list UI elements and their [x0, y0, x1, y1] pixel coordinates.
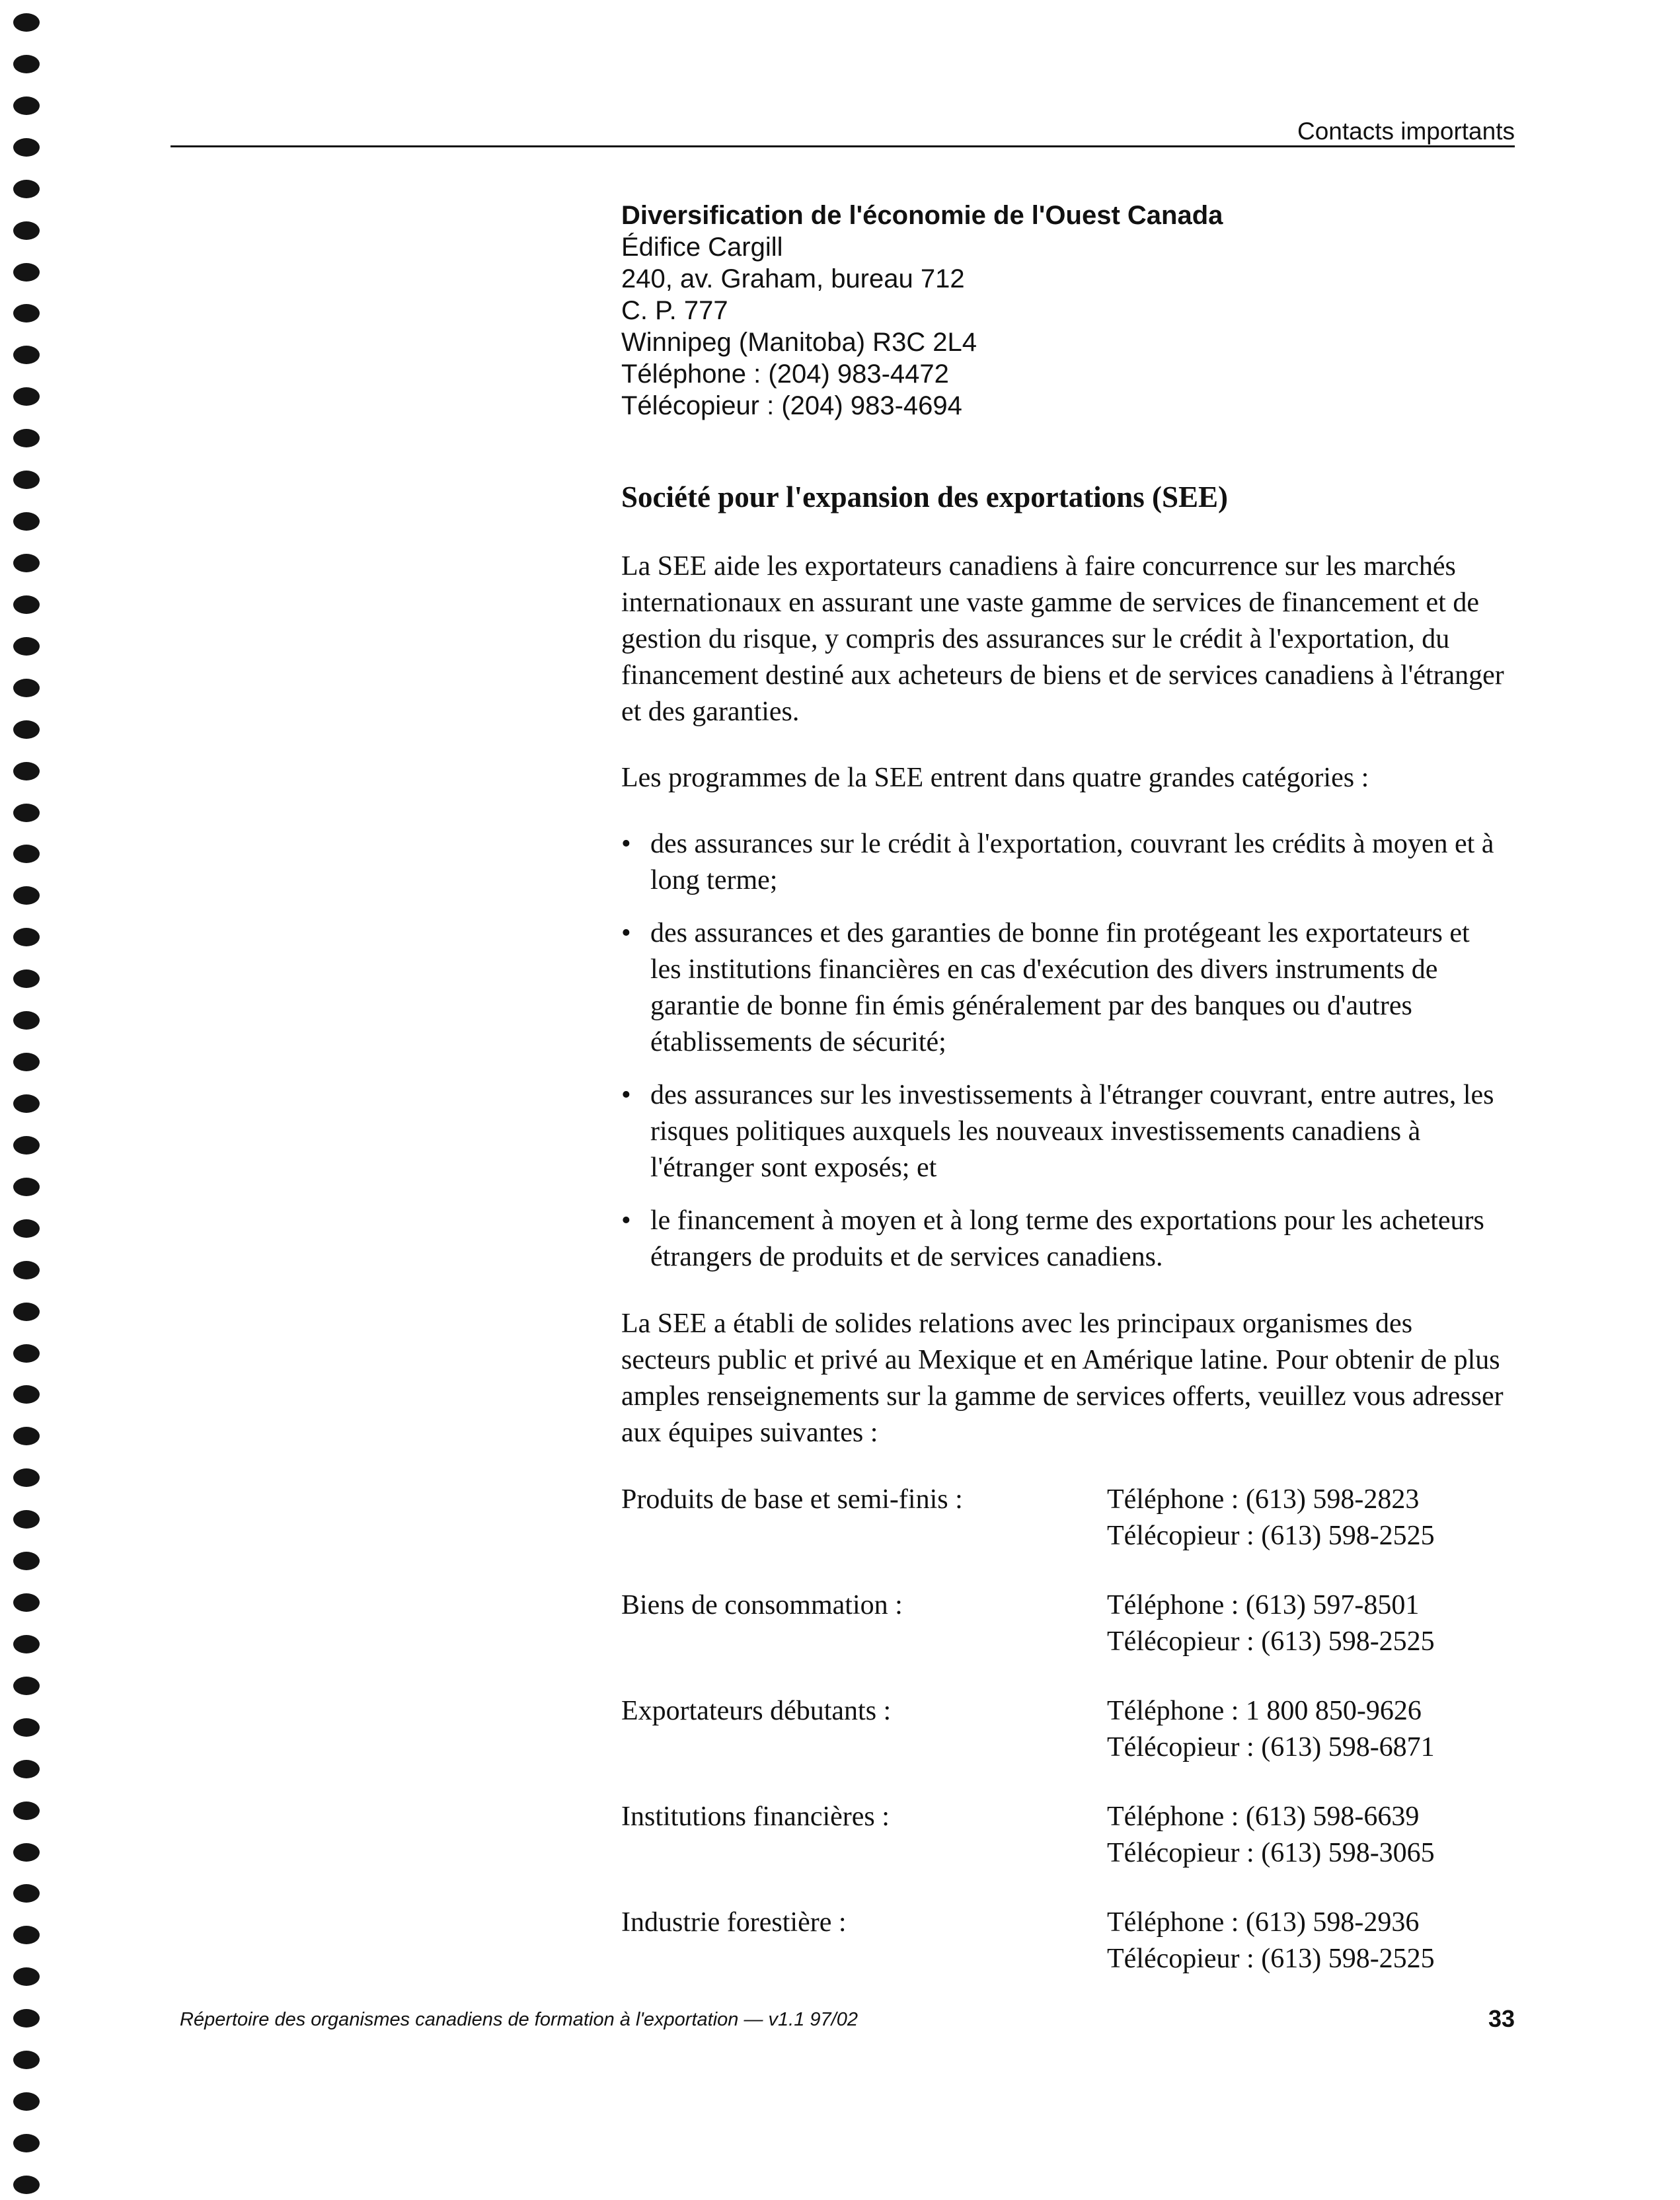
contact-phone: Téléphone : (613) 598-2823 — [1107, 1484, 1420, 1515]
binding-hole — [13, 554, 40, 572]
organization-name: Diversification de l'économie de l'Ouest Canada — [621, 201, 1223, 230]
address-line: Édifice Cargill — [621, 233, 783, 262]
binding-hole — [13, 512, 40, 531]
binding-hole — [13, 263, 40, 282]
contact-row — [621, 1799, 1507, 1905]
binding-hole — [13, 679, 40, 697]
categories-intro: Les programmes de la SEE entrent dans quatre grandes catégories : — [621, 763, 1369, 793]
binding-hole — [13, 1677, 40, 1695]
binding-hole — [13, 1718, 40, 1737]
section-heading: Société pour l'expansion des exportations (SEE) — [621, 480, 1228, 513]
contact-fax: Télécopieur : (613) 598-2525 — [1107, 1626, 1435, 1657]
binding-hole — [13, 1303, 40, 1321]
binding-hole — [13, 637, 40, 656]
binding-hole — [13, 2176, 40, 2194]
binding-hole — [13, 1593, 40, 1612]
binding-hole — [13, 1926, 40, 1944]
contact-label: Institutions financières : — [621, 1802, 890, 1832]
binding-hole — [13, 1094, 40, 1113]
address-line: 240, av. Graham, bureau 712 — [621, 264, 965, 293]
binding-hole — [13, 138, 40, 157]
contacts-table — [621, 1482, 1507, 2010]
binding-hole — [13, 221, 40, 240]
binding-hole — [13, 928, 40, 946]
binding-hole — [13, 1385, 40, 1404]
address-line: C. P. 777 — [621, 296, 728, 325]
contact-numbers — [1107, 1693, 1435, 1799]
binding-hole — [13, 1967, 40, 1986]
binding-hole — [13, 13, 40, 32]
contact-row — [621, 1587, 1507, 1693]
contact-label: Industrie forestière : — [621, 1907, 847, 1938]
contact-phone: Téléphone : (613) 597-8501 — [1107, 1590, 1420, 1620]
binding-hole — [13, 96, 40, 115]
contact-label: Produits de base et semi-finis : — [621, 1484, 963, 1515]
running-header: Contacts importants — [1297, 118, 1515, 145]
binding-hole — [13, 304, 40, 322]
contact-phone: Téléphone : 1 800 850-9626 — [1107, 1696, 1422, 1726]
contact-fax: Télécopieur : (613) 598-6871 — [1107, 1732, 1435, 1763]
address-line: Winnipeg (Manitoba) R3C 2L4 — [621, 328, 977, 357]
binding-hole — [13, 804, 40, 822]
binding-hole — [13, 2134, 40, 2152]
page-number: 33 — [1488, 2005, 1515, 2032]
binding-hole — [13, 1178, 40, 1196]
contact-numbers — [1107, 1587, 1435, 1693]
binding-hole — [13, 762, 40, 780]
binding-hole — [13, 1552, 40, 1570]
list-item: • des assurances et des garanties de bonne fin protégeant les exportateurs et les institutions financières en cas d'exécution des divers instruments de garantie de bonne fin émis généralement par des banques ou d'autres établissements de sécurité; — [621, 915, 1507, 1061]
binding-hole — [13, 969, 40, 988]
intro-paragraph: La SEE aide les exportateurs canadiens à faire concurrence sur les marchés internationaux en assurant une vaste gamme de services de financement et de gestion du risque, y compris des assurances sur le crédit à l'exportation, du financement destiné aux acheteurs de biens et de services canadiens à l'étranger et des garanties. — [621, 551, 1504, 727]
address-fax: Télécopieur : (204) 983-4694 — [621, 391, 962, 420]
binding-hole — [13, 471, 40, 489]
contact-numbers — [1107, 1905, 1435, 2010]
binding-hole — [13, 1884, 40, 1903]
list-item: • le financement à moyen et à long terme des exportations pour les acheteurs étrangers de produits et de services canadiens. — [621, 1203, 1507, 1275]
list-item: • des assurances sur les investissements à l'étranger couvrant, entre autres, les risques politiques auxquels les nouveaux investissements canadiens à l'étranger sont exposés; et — [621, 1077, 1507, 1186]
spiral-binding-holes — [13, 13, 40, 2194]
contact-fax: Télécopieur : (613) 598-3065 — [1107, 1838, 1435, 1868]
binding-hole — [13, 1802, 40, 1820]
teams-paragraph: La SEE a établi de solides relations avec les principaux organismes des secteurs public et privé au Mexique et en Amérique latine. Pour obtenir de plus amples renseignements sur la gamme de services offerts, veuillez vous adresser aux équipes suivantes : — [621, 1309, 1504, 1448]
binding-hole — [13, 1635, 40, 1653]
binding-hole — [13, 1011, 40, 1030]
binding-hole — [13, 429, 40, 447]
contact-row — [621, 1693, 1507, 1799]
contact-fax: Télécopieur : (613) 598-2525 — [1107, 1944, 1435, 1974]
binding-hole — [13, 595, 40, 614]
binding-hole — [13, 1843, 40, 1862]
binding-hole — [13, 1136, 40, 1155]
binding-hole — [13, 845, 40, 863]
category-list — [621, 826, 1507, 1292]
contact-phone: Téléphone : (613) 598-6639 — [1107, 1802, 1420, 1832]
binding-hole — [13, 1427, 40, 1445]
binding-hole — [13, 180, 40, 198]
contact-fax: Télécopieur : (613) 598-2525 — [1107, 1521, 1435, 1551]
contact-numbers — [1107, 1482, 1435, 1587]
binding-hole — [13, 1261, 40, 1279]
binding-hole — [13, 1760, 40, 1778]
binding-hole — [13, 1468, 40, 1487]
binding-hole — [13, 1053, 40, 1071]
binding-hole — [13, 886, 40, 905]
binding-hole — [13, 387, 40, 406]
binding-hole — [13, 346, 40, 364]
binding-hole — [13, 1219, 40, 1238]
contact-label: Biens de consommation : — [621, 1590, 903, 1620]
contact-row — [621, 1905, 1507, 2010]
footer-title: Répertoire des organismes canadiens de formation à l'exportation — v1.1 97/02 — [180, 2009, 858, 2030]
binding-hole — [13, 2051, 40, 2069]
list-item: • des assurances sur le crédit à l'exportation, couvrant les crédits à moyen et à long terme; — [621, 826, 1507, 899]
contact-label: Exportateurs débutants : — [621, 1696, 892, 1726]
contact-row — [621, 1482, 1507, 1587]
contact-numbers — [1107, 1799, 1435, 1905]
binding-hole — [13, 720, 40, 739]
binding-hole — [13, 2092, 40, 2111]
header-rule — [171, 145, 1515, 147]
contact-phone: Téléphone : (613) 598-2936 — [1107, 1907, 1420, 1938]
address-block — [621, 200, 1223, 422]
binding-hole — [13, 1510, 40, 1529]
binding-hole — [13, 1344, 40, 1363]
binding-hole — [13, 55, 40, 73]
binding-hole — [13, 2009, 40, 2028]
address-phone: Téléphone : (204) 983-4472 — [621, 360, 949, 389]
